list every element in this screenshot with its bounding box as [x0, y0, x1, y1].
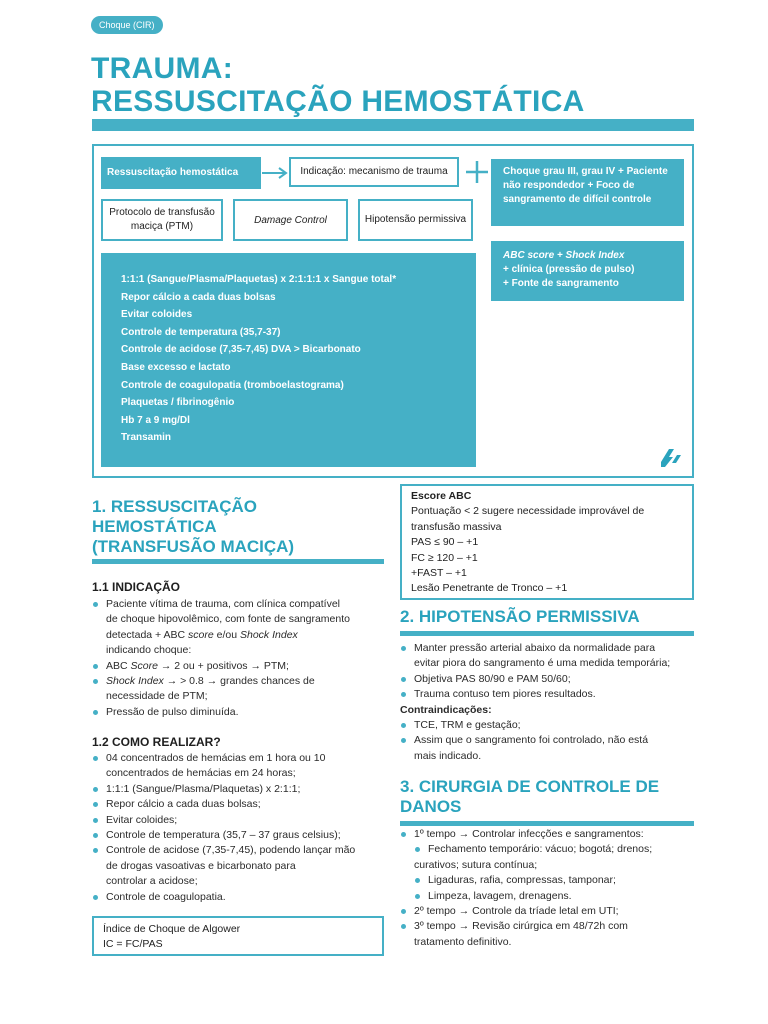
- contraindicacoes-heading: [400, 703, 700, 718]
- text-line: Pressão de pulso diminuída.: [106, 705, 239, 718]
- indicacao-list: [92, 597, 392, 720]
- text-line: mais indicado.: [414, 749, 482, 762]
- text-line: Ligaduras, rafia, compressas, tamponar;: [428, 874, 616, 887]
- algower-formula: IC = FC/PAS: [103, 938, 163, 951]
- list-item: [400, 672, 700, 687]
- list-subitem: [400, 842, 700, 857]
- text-line: Evitar coloides;: [106, 813, 178, 826]
- title-underline: [92, 119, 694, 131]
- section-3-heading-line: DANOS: [400, 797, 462, 816]
- text-span: e/ou: [213, 628, 240, 641]
- protocol-item: Hb 7 a 9 mg/Dl: [121, 414, 190, 426]
- text-span: score: [188, 628, 214, 641]
- list-item-continuation: [92, 689, 392, 704]
- subsection-1-2-heading: 1.2 COMO REALIZAR?: [92, 735, 221, 749]
- list-item-continuation: [400, 749, 700, 764]
- subsection-1-1-heading: 1.1 INDICAÇÃO: [92, 580, 181, 594]
- hipotensao-list: [400, 641, 700, 764]
- text-line: Assim que o sangramento foi controlado, não está: [414, 734, 649, 747]
- section-1-heading-line: (TRANSFUSÃO MACIÇA): [92, 537, 295, 556]
- list-item-continuation: [92, 643, 392, 658]
- abc-score-line-2: + clínica (pressão de pulso): [503, 264, 635, 275]
- list-item: [92, 674, 392, 689]
- protocol-item: Repor cálcio a cada duas bolsas: [121, 291, 276, 303]
- section-1-heading-line: 1. RESSUSCITAÇÃO: [92, 497, 257, 516]
- flow-box-choque-grau: Choque grau III, grau IV + Paciente não respondedor + Foco de sangramento de difícil controle: [491, 159, 684, 226]
- list-item: [92, 782, 392, 797]
- list-item: [400, 641, 700, 656]
- page-title: [91, 52, 711, 118]
- abc-score-line-3: + Fonte de sangramento: [503, 278, 619, 289]
- text-line: de drogas vasoativas e bicarbonato para: [106, 859, 296, 872]
- text-span: ABC: [106, 659, 131, 672]
- text-line: 04 concentrados de hemácias em 1 hora ou 10: [106, 752, 326, 764]
- list-item-continuation: [400, 656, 700, 671]
- protocol-item: Plaquetas / fibrinogênio: [121, 397, 235, 409]
- list-item: [92, 659, 392, 674]
- section-3-rule: [400, 821, 694, 826]
- flow-box-hipotensao: Hipotensão permissiva: [358, 199, 473, 241]
- text-line: 2º tempo → Controle da tríade letal em UTI;: [414, 905, 619, 918]
- list-item-continuation: [400, 935, 700, 950]
- escore-abc-line: Lesão Penetrante de Tronco – +1: [411, 582, 568, 595]
- protocol-item: 1:1:1 (Sangue/Plasma/Plaquetas) x 2:1:1:1 x Sangue total*: [121, 274, 397, 285]
- text-line: Contraindicações:: [400, 703, 492, 716]
- text-line: Manter pressão arterial abaixo da normalidade para: [414, 642, 656, 654]
- flow-box-ptm: Protocolo de transfusão maciça (PTM): [101, 199, 223, 241]
- category-tag: Choque (CIR): [91, 16, 163, 34]
- protocol-item: Transamin: [121, 432, 172, 444]
- list-item-continuation: [92, 766, 392, 781]
- list-item: [92, 843, 392, 858]
- text-line: Controle de coagulopatia.: [106, 890, 226, 903]
- list-subitem: [400, 873, 700, 888]
- plus-icon: [464, 159, 490, 185]
- protocol-item: Controle de acidose (7,35-7,45) DVA > Bicarbonato: [121, 344, 361, 356]
- title-line-1: TRAUMA:: [91, 52, 234, 85]
- section-1-heading-line: HEMOSTÁTICA: [92, 517, 217, 536]
- text-span: Shock Index: [240, 628, 298, 641]
- list-item-continuation: [400, 858, 700, 873]
- list-item: [92, 705, 392, 720]
- escore-abc-title: Escore ABC: [411, 490, 472, 502]
- escore-abc-line: FC ≥ 120 – +1: [411, 551, 478, 564]
- text-line: concentrados de hemácias em 24 horas;: [106, 767, 296, 780]
- text-line: curativos; sutura contínua;: [414, 858, 538, 871]
- section-3-heading: [400, 777, 694, 817]
- text-line: Objetiva PAS 80/90 e PAM 50/60;: [414, 672, 571, 685]
- flow-box-ressuscitacao: Ressuscitação hemostática: [101, 157, 261, 189]
- list-item: [92, 597, 392, 612]
- section-2-rule: [400, 631, 694, 636]
- text-line: necessidade de PTM;: [106, 690, 208, 703]
- list-item: [400, 827, 700, 842]
- text-line: Fechamento temporário: vácuo; bogotá; drenos;: [428, 843, 653, 856]
- list-item: [92, 797, 392, 812]
- text-line: indicando choque:: [106, 644, 192, 657]
- cirurgia-list: [400, 827, 700, 950]
- text-line: evitar piora do sangramento é uma medida temporária;: [414, 657, 671, 670]
- abc-score-label: ABC score + Shock Index: [503, 250, 625, 261]
- list-item: [92, 828, 392, 843]
- list-item: [400, 904, 700, 919]
- text-span: → > 0.8 → grandes chances de: [163, 675, 315, 688]
- protocol-item: Controle de coagulopatia (tromboelastograma): [121, 379, 344, 391]
- flow-box-protocol-list: [101, 253, 476, 467]
- text-span: → 2 ou + positivos → PTM;: [157, 659, 289, 672]
- text-span: detectada + ABC: [106, 628, 189, 641]
- section-3-heading-line: 3. CIRURGIA DE CONTROLE DE: [400, 777, 660, 796]
- text-line: Paciente vítima de trauma, com clínica compatível: [106, 598, 341, 610]
- text-line: controlar a acidose;: [106, 875, 198, 888]
- text-line: Limpeza, lavagem, drenagens.: [428, 889, 572, 902]
- text-line: 3º tempo → Revisão cirúrgica em 48/72h com: [414, 920, 628, 933]
- text-line: Controle de acidose (7,35-7,45), podendo lançar mão: [106, 844, 356, 857]
- escore-abc-line: Pontuação < 2 sugere necessidade improvável de: [411, 505, 645, 518]
- text-span: Score: [130, 659, 158, 672]
- protocol-item: Evitar coloides: [121, 309, 193, 321]
- list-item-continuation: [92, 612, 392, 627]
- text-line: Controle de temperatura (35,7 – 37 graus celsius);: [106, 829, 341, 842]
- section-1-heading: [92, 497, 382, 557]
- flow-box-damage-control: Damage Control: [233, 199, 348, 241]
- protocol-item: Base excesso e lactato: [121, 361, 231, 373]
- section-1-rule: [92, 559, 384, 564]
- text-line: tratamento definitivo.: [414, 935, 512, 948]
- list-item: [92, 751, 392, 766]
- escore-abc-line: PAS ≤ 90 – +1: [411, 536, 479, 549]
- list-item: [400, 718, 700, 733]
- text-line: Trauma contuso tem piores resultados.: [414, 688, 596, 701]
- text-line: de choque hipovolêmico, com fonte de sangramento: [106, 613, 350, 626]
- list-item: [400, 687, 700, 702]
- arrow-right-icon: [261, 166, 289, 180]
- list-item: [400, 733, 700, 748]
- text-line: TCE, TRM e gestação;: [414, 719, 521, 732]
- escore-abc-box: [400, 484, 694, 600]
- title-line-2: RESSUSCITAÇÃO HEMOSTÁTICA: [91, 85, 585, 118]
- brand-logo-icon: [657, 443, 685, 471]
- list-item: [400, 919, 700, 934]
- text-line: Repor cálcio a cada duas bolsas;: [106, 798, 261, 811]
- flow-box-abc-score: [491, 241, 684, 301]
- section-2-heading: 2. HIPOTENSÃO PERMISSIVA: [400, 607, 640, 626]
- algower-title: Índice de Choque de Algower: [103, 923, 241, 935]
- algower-index-box: [92, 916, 384, 956]
- flow-box-indicacao: Indicação: mecanismo de trauma: [289, 157, 459, 187]
- text-span: Shock Index: [106, 675, 164, 688]
- list-item: [92, 813, 392, 828]
- protocol-item: Controle de temperatura (35,7-37): [121, 326, 281, 338]
- list-item-continuation: [92, 874, 392, 889]
- como-realizar-list: [92, 751, 392, 905]
- list-item: [92, 890, 392, 905]
- escore-abc-line: +FAST – +1: [411, 567, 467, 580]
- escore-abc-line: transfusão massiva: [411, 520, 502, 533]
- text-line: 1:1:1 (Sangue/Plasma/Plaquetas) x 2:1:1;: [106, 782, 301, 795]
- list-item-continuation: [92, 859, 392, 874]
- list-subitem: [400, 889, 700, 904]
- list-item-continuation: [92, 628, 392, 643]
- text-line: 1º tempo → Controlar infecções e sangramentos:: [414, 828, 644, 840]
